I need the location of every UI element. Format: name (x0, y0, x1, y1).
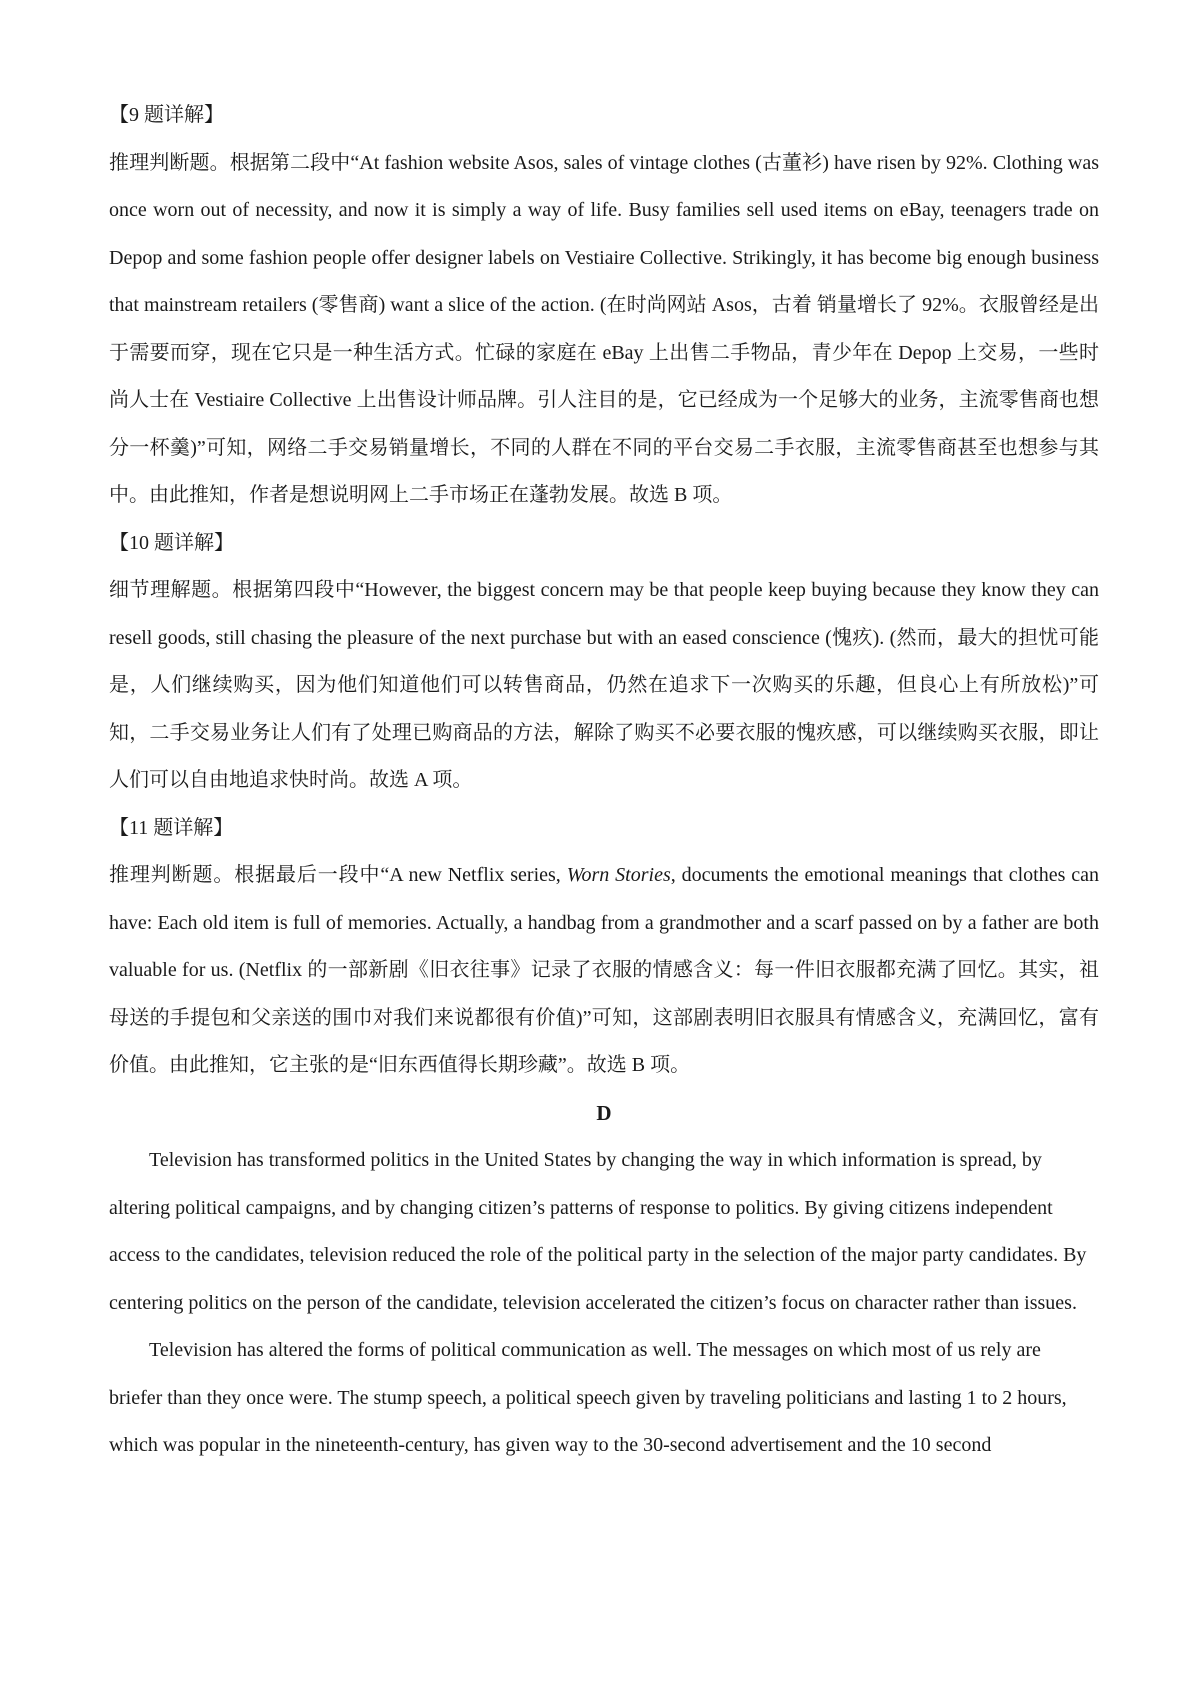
document-page (109, 92, 1099, 1470)
passage-paragraph: Television has transformed politics in the United States by changing the way in which information is spread, by altering political campaigns, and by changing citizen’s patterns of response to politics. By giving citizens independent access to the candidates, television reduced the role of the political party in the selection of the major party candidates. By centering politics on the person of the candidate, television accelerated the citizen’s focus on character rather than issues. (109, 1149, 1087, 1314)
q11-explanation (109, 852, 1099, 1090)
q11-heading: 【11 题详解】 (109, 816, 234, 839)
passage-d (109, 1090, 1099, 1470)
passage-paragraph: Television has altered the forms of political communication as well. The messages on which most of us rely are briefer than they once were. The stump speech, a political speech given by traveling politicians and lasting 1 to 2 hours, which was popular in the nineteenth-century, has given way to the 30-second advertisement and the 10 second (109, 1339, 1067, 1456)
q9-section (109, 92, 1099, 520)
q10-explanation: 细节理解题。根据第四段中“However, the biggest concern may be that people keep buying because they know they can resell goods, still chasing the pleasure of the next purchase but with an eased conscience (愧疚). (然而，最大的担忧可能是，人们继续购买，因为他们知道他们可以转售商品，仍然在追求下一次购买的乐趣，但良心上有所放松)”可知，二手交易业务让人们有了处理已购商品的方法，解除了购买不必要衣服的愧疚感，可以继续购买衣服，即让人们可以自由地追求快时尚。故选 A 项。 (109, 579, 1099, 791)
q11-section (109, 805, 1099, 1090)
passage-title: D (596, 1100, 612, 1125)
q11-series-title: Worn Stories (566, 864, 671, 886)
q11-text-before: 推理判断题。根据最后一段中“A new Netflix series, (109, 864, 567, 886)
q9-explanation: 推理判断题。根据第二段中“At fashion website Asos, sales of vintage clothes (古董衫) have risen by 92%. Clothing was once worn out of necessity, and now it is simply a way of life. Busy families sell used items on eBay, teenagers trade on Depop and some fashion people offer designer labels on Vestiaire Collective. Strikingly, it has become big enough business that mainstream retailers (零售商) want a slice of the action. (在时尚网站 Asos，古着 销量增长了 92%。衣服曾经是出于需要而穿，现在它只是一种生活方式。忙碌的家庭在 eBay 上出售二手物品，青少年在 Depop 上交易，一些时尚人士在 Vestiaire Collective 上出售设计师品牌。引人注目的是，它已经成为一个足够大的业务，主流零售商也想分一杯羹)”可知，网络二手交易销量增长，不同的人群在不同的平台交易二手衣服，主流零售商甚至也想参与其中。由此推知，作者是想说明网上二手市场正在蓬勃发展。故选 B 项。 (109, 151, 1099, 506)
q9-heading: 【9 题详解】 (109, 104, 224, 126)
q10-heading: 【10 题详解】 (109, 531, 234, 554)
q10-section (109, 520, 1099, 805)
q11-text-after: , documents the emotional meanings that clothes can have: Each old item is full of memories. Actually, a handbag from a grandmother and a scarf passed on by a father are both valuable for us. (Netflix 的一部新剧《旧衣往事》记录了衣服的情感含义：每一件旧衣服都充满了回忆。其实，祖母送的手提包和父亲送的围巾对我们来说都很有价值)”可知，这部剧表明旧衣服具有情感含义，充满回忆，富有价值。由此推知，它主张的是“旧东西值得长期珍藏”。故选 B 项。 (109, 864, 1099, 1076)
